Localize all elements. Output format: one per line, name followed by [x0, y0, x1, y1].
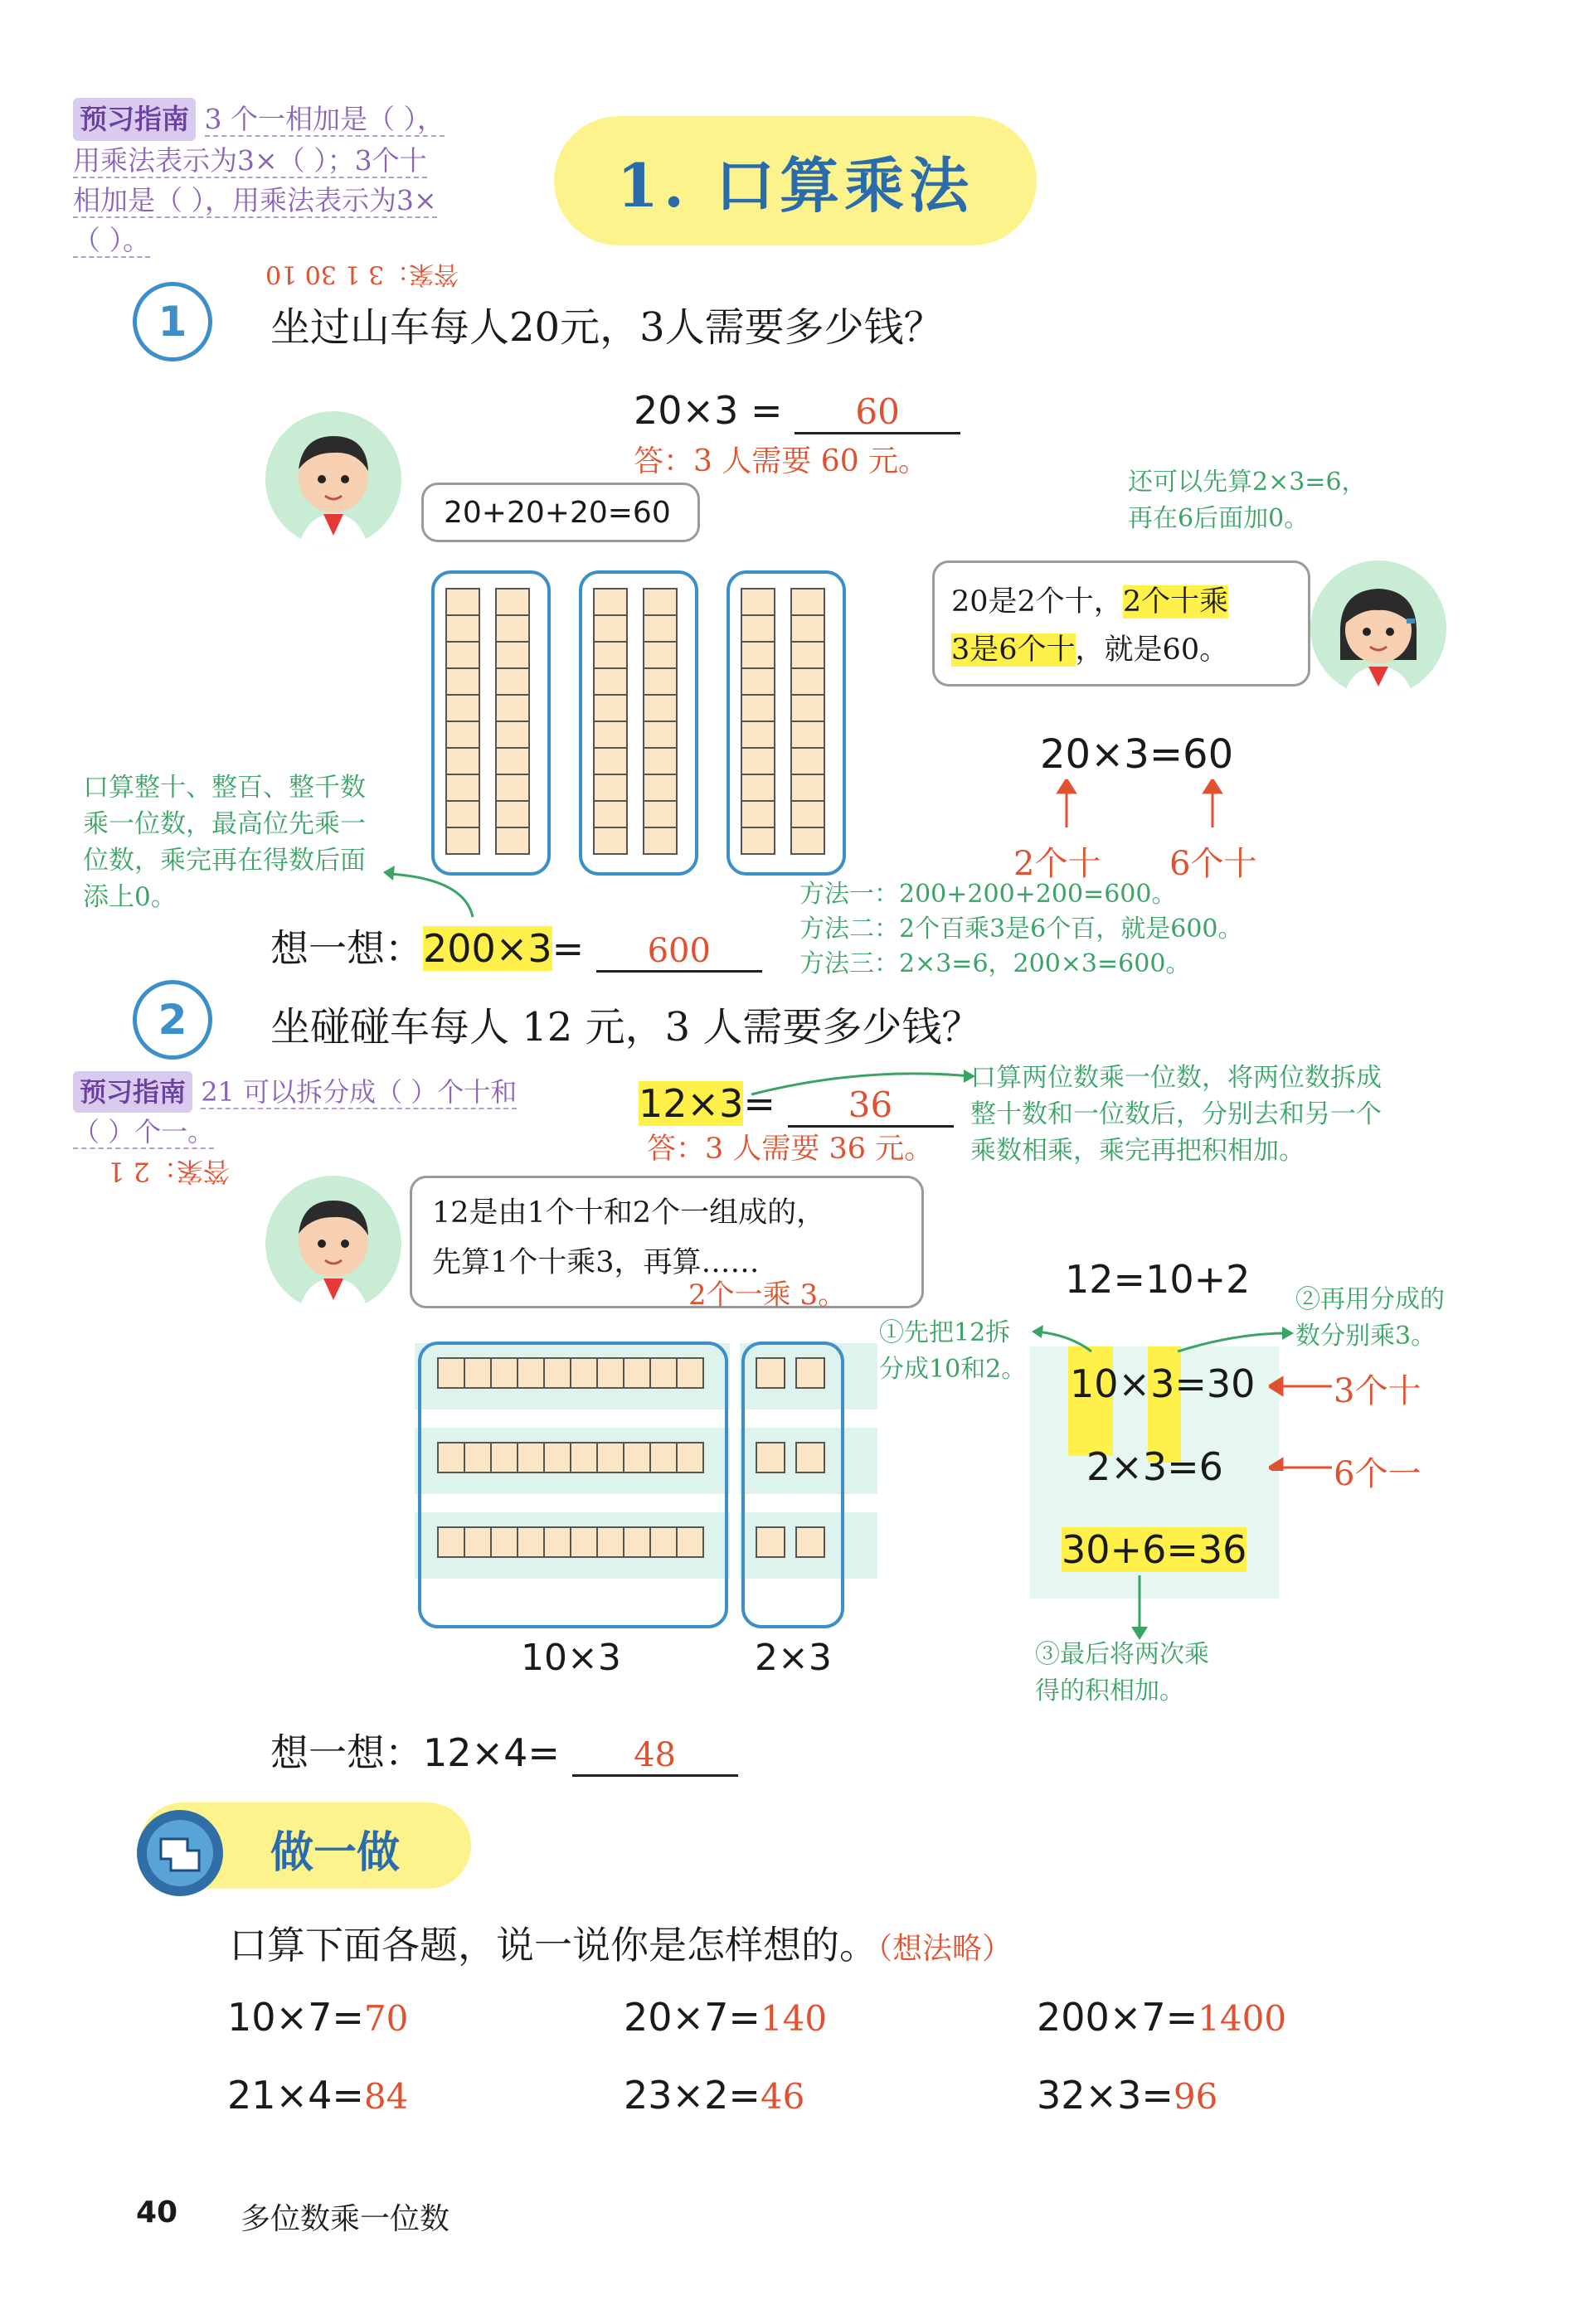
reply-2: 答：3 人需要 36 元。	[647, 1133, 934, 1166]
left-arrows	[1269, 1371, 1335, 1474]
row-text: =30	[1174, 1361, 1256, 1406]
note-line: ①先把12拆	[879, 1318, 1011, 1347]
split-row-3	[1062, 1527, 1247, 1572]
bubble-answer: 2个一乘 3。	[688, 1278, 847, 1312]
split-row-2	[1086, 1444, 1223, 1489]
guide-line: （ ）。	[73, 224, 150, 256]
note-line: ③最后将两次乘	[1035, 1640, 1209, 1669]
example-question-2: 坐碰碰车每人 12 元，3 人需要多少钱？	[270, 1004, 982, 1050]
bubble-text: 12是由1个十和2个一组成的，	[432, 1196, 826, 1230]
row-text: 3	[1150, 1361, 1175, 1406]
chapter-name: 多位数乘一位数	[241, 2202, 450, 2236]
example-number-2: 2	[133, 980, 212, 1060]
answer-blank: 60	[795, 391, 960, 434]
bubble-highlight: 2个十乘	[1122, 585, 1229, 619]
guide-line: 相加是（ ），用乘法表示为3×	[73, 184, 437, 216]
step-two-note	[1295, 1282, 1445, 1355]
think-equation: 200×3	[423, 926, 552, 971]
reply-1: 答：3 人需要 60 元。	[634, 444, 929, 478]
step-three-note	[1035, 1637, 1209, 1710]
preview-tag: 预习指南	[73, 1071, 192, 1113]
caption-ten-times-three: 10×3	[521, 1637, 621, 1679]
label-six-ones: 6个一	[1334, 1455, 1421, 1493]
problem-answer: 96	[1173, 2076, 1218, 2117]
page-number: 40	[136, 2195, 178, 2229]
problem-question: 23×2=	[624, 2073, 761, 2118]
row-text: =6	[1167, 1444, 1223, 1489]
think-1	[270, 919, 762, 973]
note-line: 乘一位数，最高位先乘一	[83, 809, 366, 839]
step-one-note	[879, 1315, 1026, 1388]
equation-1	[634, 388, 960, 434]
equation-text: 12×3	[639, 1081, 744, 1126]
note-line: 添上0。	[83, 882, 177, 912]
note-line: 口算整十、整百、整千数	[83, 773, 366, 803]
boy-avatar	[265, 1176, 401, 1312]
bubble-text: ，就是60。	[1075, 633, 1229, 667]
problem-question: 21×4=	[227, 2073, 364, 2118]
caption-two-times-three: 2×3	[755, 1637, 832, 1679]
method-line: 方法三：2×3=6，200×3=600。	[799, 949, 1191, 978]
problem-answer: 70	[363, 1998, 409, 2039]
instruction-text: 口算下面各题，说一说你是怎样想的。	[229, 1923, 877, 1967]
preview-guide-1	[73, 98, 554, 260]
think-label: 想一想：	[270, 1730, 423, 1775]
practice-instruction	[229, 1915, 1012, 1970]
problem-question: 20×7=	[624, 1995, 761, 2040]
split-arrows	[1020, 1322, 1302, 1366]
label-six-tens: 6个十	[1169, 845, 1257, 883]
up-arrows	[1040, 779, 1256, 832]
problem	[624, 1995, 827, 2040]
note-arrow	[381, 862, 481, 924]
split-equation: 12=10+2	[1065, 1257, 1251, 1302]
note-arrow-2	[746, 1066, 979, 1103]
blocks-diagram	[415, 1342, 879, 1635]
note-line: 位数，乘完再在得数后面	[83, 846, 366, 876]
label-three-tens: 3个十	[1334, 1372, 1421, 1410]
equation-text: 20×3 =	[634, 388, 783, 433]
example-question-1: 坐过山车每人20元，3人需要多少钱？	[270, 304, 944, 351]
preview-guide-2	[73, 1071, 517, 1151]
guide-line: 3 个一相加是（ ），	[204, 103, 445, 135]
problem-answer: 46	[760, 2076, 805, 2117]
think-equals: =	[552, 926, 585, 971]
bubble-text: 先算1个十乘3，再算……	[432, 1246, 760, 1279]
boy-speech-bubble	[421, 483, 700, 542]
equation-2: 20×3=60	[1040, 731, 1234, 778]
answer-blank: 36	[788, 1084, 954, 1128]
guide-line: 21 可以拆分成（ ）个十和	[201, 1076, 518, 1108]
preview-tag: 预习指南	[73, 98, 196, 141]
girl-tip	[1128, 464, 1367, 537]
problem-question: 10×7=	[227, 1995, 364, 2040]
problem	[624, 2073, 804, 2118]
boy-speech-bubble-2	[410, 1176, 924, 1308]
row-text: 3	[1142, 1444, 1168, 1489]
label-two-tens: 2个十	[1013, 845, 1101, 883]
row-text: 30+6=36	[1062, 1527, 1247, 1572]
practice-title: 做一做	[270, 1827, 401, 1878]
practice-icon	[134, 1807, 226, 1902]
problem-question: 32×3=	[1037, 2073, 1174, 2118]
bubble-text: 20是2个十，	[951, 585, 1123, 619]
problem	[227, 1995, 408, 2040]
guide-line: 用乘法表示为3×（ ）；3个十	[73, 144, 427, 177]
ten-rods-diagram	[431, 570, 863, 881]
note-line: 得的积相加。	[1035, 1676, 1184, 1705]
think-equation: 12×4=	[423, 1730, 560, 1775]
guide-line: （ ）个一。	[73, 1116, 215, 1147]
boy-avatar	[265, 411, 401, 547]
note-line: 口算两位数乘一位数，将两位数拆成	[970, 1063, 1382, 1093]
note-line: 数分别乘3。	[1295, 1322, 1436, 1351]
method-line: 方法一：200+200+200=600。	[799, 880, 1177, 909]
bubble-text: 20+20+20=60	[444, 495, 671, 530]
note-line: 整十数和一位数后，分别去和另一个	[970, 1099, 1382, 1129]
think-answer-blank: 48	[572, 1736, 738, 1777]
equation-equals: =	[743, 1081, 775, 1126]
example-number-1: 1	[133, 282, 212, 361]
instruction-note: （想法略）	[877, 1932, 1013, 1966]
girl-speech-bubble	[932, 560, 1310, 687]
methods	[799, 877, 1243, 982]
note-line: 乘数相乘，乘完再把积相加。	[970, 1136, 1305, 1166]
down-arrow	[1130, 1575, 1149, 1645]
note-line: ②再用分成的	[1295, 1285, 1445, 1314]
problem	[1037, 2073, 1217, 2118]
split-row-1	[1070, 1361, 1255, 1406]
row-text: 10×	[1070, 1361, 1151, 1406]
problem-answer: 84	[363, 2076, 409, 2117]
preview-answer-2: 答案：2 1	[108, 1156, 230, 1187]
problem	[1037, 1995, 1286, 2040]
right-note	[970, 1060, 1382, 1169]
problem-answer: 140	[760, 1998, 828, 2039]
left-note	[83, 769, 366, 915]
bubble-highlight: 3是6个十	[951, 633, 1076, 667]
preview-answer-1: 答案：3 1 30 10	[265, 260, 459, 289]
note-line: 分成10和2。	[879, 1355, 1027, 1384]
tip-line: 还可以先算2×3=6，	[1128, 468, 1367, 497]
problem-question: 200×7=	[1037, 1995, 1198, 2040]
tip-line: 再在6后面加0。	[1128, 504, 1310, 533]
method-line: 方法二：2个百乘3是6个百，就是600。	[799, 915, 1243, 944]
girl-avatar	[1310, 560, 1446, 696]
problem	[227, 2073, 408, 2118]
think-answer-blank: 600	[596, 932, 762, 973]
think-2	[270, 1723, 738, 1778]
row-text: 2×	[1086, 1444, 1143, 1489]
problem-answer: 1400	[1198, 1998, 1287, 2039]
think-label: 想一想：	[270, 926, 423, 971]
page-title: 1. 口算乘法	[616, 150, 974, 221]
